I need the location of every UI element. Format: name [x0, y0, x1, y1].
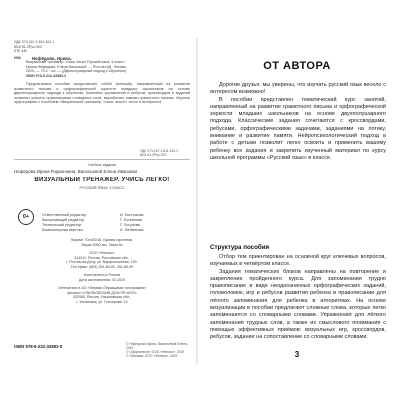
staff-row: [42, 228, 144, 233]
imprint-authors: Нефёдова Ирина Родионовна, Васильевой Елена Ивановна: [14, 169, 138, 174]
imprint-subtitle: РУССКИЙ ЯЗЫК. 4 КЛАСС: [79, 186, 125, 190]
author-index: Н58: [14, 56, 21, 60]
section-heading: Структура пособия: [210, 244, 270, 251]
edition-type: Учебное издание: [87, 163, 117, 167]
annotation-text: Предлагаемое пособие представляет собой тренажёр, направленный на развитие грамотного письма и орфографической зоркости младших школьников на основе двухполушарного подхода к обучению. Комплекс упражнений и ребусов, кроссвордов и заданий позволит усвоить правописание словарных слов, выработать навыки грамотного письма. Изучать орфографию с пособием «Визуальный тренажёр. Учись легко!» легко и интересно!: [14, 82, 190, 105]
staff-name: И. Костюкова: [120, 213, 144, 217]
publisher-line: 344011, Россия, Ростовская обл.,: [74, 255, 130, 260]
staff-name: А. Литвинова: [120, 228, 144, 232]
copyright-line: © Обложка: ООО «Феникс», 2019: [126, 354, 178, 358]
staff-role: Технический редактор: [42, 223, 82, 227]
made-in: Изготовлено в России: [83, 273, 121, 277]
manufacture-date: Дата изготовления: 02.2020: [78, 277, 126, 282]
imprint-title: ВИЗУАЛЬНЫЙ ТРЕНАЖЁР. УЧИСЬ ЛЕГКО!: [34, 177, 170, 183]
intro-text: [210, 82, 386, 162]
intro-paragraph: В пособии представлен тематический курс занятий, направленный на развитие грамотного письма и орфографической зоркости младших школьников на основе двухполушарного подхода. Классические задания сочетаются с кроссвордами, ребусами, орфографическими задачами, заданиями на логику, внимание и развитие памяти. Нейропсихологический подход в работе с детьми позволит легко освоить и применить вашему ребенку все задания и закрепить изученный материал по курсу школьной программы «Русский язык» в классе.: [210, 96, 386, 161]
printer-line: г. Ульяновск, ул. Гончарова, 14: [76, 299, 128, 304]
publisher-line: Тел./факс: (863) 261-89-50, 261-89-59: [70, 264, 134, 269]
printer-line: Отпечатано в АО «Первая Образцовая типография»: [57, 286, 147, 290]
copyright-block: [126, 342, 192, 358]
biblio-line: Ирина Нефёдова, Елена Василькой. — Ростов н/Д : Феникс,: [26, 64, 128, 69]
biblio-line: Визуальный тренажёр. Учись легко! Русский язык. 4 класс /: [26, 60, 126, 64]
print-run: Тираж 3000 экз. Заказ №: [81, 242, 123, 247]
udk-repeat: УДК 373.167.1:811.161.1: [140, 149, 179, 153]
structure-paragraph: Задания тематических блоков направлены на повторение и закрепление пройденного курса. Для запоминания трудно правописание в виде неоднозначных орфографических заданий, головоломок, игр и ребусов развития ребенка в правописании для лёгкого запоминания для ребенка в алгоритмах. На основе визуализации в пособии предлагают сложные слова, которые легко запоминаются со словарными словами. Упражнения для лёгкого запоминания трудных слов, а также их смыслового понимания с помощью эффективных приёмов: визуальных игр, кроссвордов, ребусов, задание на сопоставление со словарными словами.: [210, 268, 386, 341]
structure-text: [210, 254, 386, 346]
biblio-line: 2020. — 70 с. : ил. — (Двухполушарный подход к обучению).: [26, 69, 128, 73]
page-number: 3: [294, 350, 300, 359]
page-title: ОТ АВТОРА: [263, 60, 331, 72]
publisher-line: ООО «Феникс»: [89, 251, 115, 255]
staff-role: Ответственный редактор: [42, 213, 87, 217]
publisher-line: г. Ростов-на-Дону, ул. Варфоломеева, 150.: [66, 260, 138, 264]
staff-name: Г. Логунова: [120, 223, 140, 227]
copyright-line: © Нефёдова Ирина, Васильевой Елена, 2019: [126, 342, 188, 350]
classification-repeat: [140, 149, 178, 157]
print-format: Формат 70х100/16. Бумага офсетная.: [70, 238, 134, 242]
structure-paragraph: Отбор тем ориентирован на основной круг ключевых вопросов, изучаемых в четвёртом классе.: [210, 254, 386, 268]
book-gutter: [196, 38, 198, 365]
staff-role: Компьютерная верстка: [42, 228, 83, 232]
copyright-line: © Оформление: ООО «Феникс», 2019: [126, 350, 185, 354]
age-rating-badge: 0+: [18, 209, 34, 225]
author-heading: Нефёдова, Ирина.: [32, 55, 72, 61]
right-page: [202, 38, 392, 365]
isbn-bottom: ISBN 978-5-222-32983-0: [14, 344, 63, 349]
staff-name: Г. Логвинова: [120, 218, 143, 222]
ktk-code: КТК 440: [14, 49, 28, 53]
udk-code: УДК 373.167.1:811.161.1: [14, 40, 55, 44]
divider: [14, 159, 190, 160]
imprint-block: [14, 161, 190, 336]
printer-line: 432980, Россия, Ульяновская обл.,: [73, 295, 131, 299]
bbk-repeat: ББК 81.2Рус-922: [140, 153, 167, 157]
staff-role: Выпускающий редактор: [42, 218, 85, 222]
isbn-top: ISBN 978-5-222-32983-0: [26, 74, 67, 78]
printer-line: филиал «УЛЬЯНОВСКИЙ ДОМ ПЕЧАТИ»: [67, 290, 137, 295]
intro-paragraph: Дорогие друзья, мы уверены, что изучать русский язык весело с интересом возможно!: [210, 82, 386, 96]
bbk-code: ББК 81.2Рус-922: [14, 44, 42, 49]
left-page: [8, 38, 192, 365]
staff-list: [42, 213, 144, 233]
